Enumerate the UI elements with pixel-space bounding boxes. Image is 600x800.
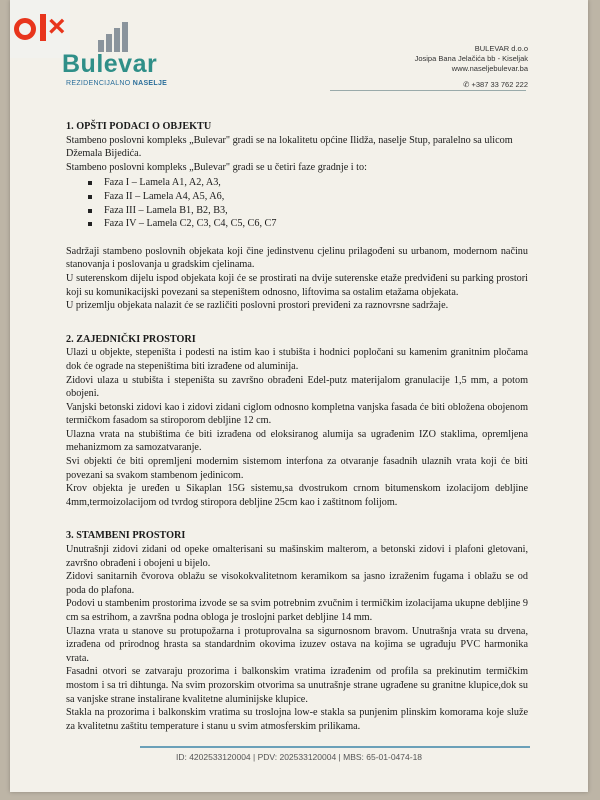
section-2-paragraph: Krov objekta je uređen u Sikaplan 15G sistemu,sa dvostrukom crnom bitumenskom izolacijom debljine 4mm,termoizolacijom od tvrdog stiropora debljine 25cm kao i zaštitnom folijom. xyxy=(66,483,528,508)
header-divider xyxy=(330,90,526,91)
footer-divider xyxy=(140,746,530,748)
olx-logo-l xyxy=(40,14,46,41)
company-phone: ✆ +387 33 762 222 xyxy=(463,80,528,89)
company-info xyxy=(415,44,528,74)
section-1-heading: 1. OPŠTI PODACI O OBJEKTU xyxy=(66,121,212,132)
list-item: Faza III – Lamela B1, B2, B3, xyxy=(88,204,528,218)
company-web: www.naseljebulevar.ba xyxy=(451,64,528,73)
section-3-paragraph: Unutrašnji zidovi zidani od opeke omalterisani su mašinskim malterom, a betonski zidovi i plafoni gletovani, završno obrađeni i obojeni u bijelo. xyxy=(66,544,528,569)
footer-registration: ID: 4202533120004 | PDV: 202533120004 | MBS: 65-01-0474-18 xyxy=(175,752,423,762)
olx-watermark xyxy=(10,0,70,58)
section-1-intro-2: Stambeno poslovni kompleks „Bulevar" gradi se u četiri faze gradnje i to: xyxy=(66,161,367,173)
section-3-paragraph: Fasadni otvori se zatvaraju prozorima i balkonskim vratima izrađenim od profila sa prekinutim termičkim mostom i sa tri dihtunga. Na svim prozorskim otvorima sa unutrašnje strane ugrađene su granitne klupice,dok su sa vanjske strane instalirane kvalitetne aluminijske klupice. xyxy=(66,666,528,705)
logo-subtitle: REZIDENCIJALNO NASELJE xyxy=(66,80,168,87)
section-3-heading: 3. STAMBENI PROSTORI xyxy=(66,530,186,542)
olx-logo-x: × xyxy=(48,10,66,43)
section-2-paragraph: Ulazi u objekte, stepeništa i podesti na istim kao i stubišta i hodnici popločani su kamenim granitnim pločama dok će ograde na stepeništima biti izrađene od aluminija. xyxy=(66,347,528,372)
olx-logo-o xyxy=(14,18,36,40)
building-icon xyxy=(96,22,136,52)
section-2-paragraph: Zidovi ulaza u stubišta i stepeništa su završno obrađeni Edel-putz materijalom granulacije 1,5 mm, a potom obojeni. xyxy=(66,374,528,400)
section-2-heading: 2. ZAJEDNIČKI PROSTORI xyxy=(66,333,196,345)
document-body xyxy=(66,120,528,733)
document-page xyxy=(10,0,588,792)
company-name: BULEVAR d.o.o xyxy=(474,44,528,53)
phone-icon: ✆ xyxy=(463,80,472,89)
section-2-paragraph: Vanjski betonski zidovi kao i zidovi zidani ciglom odnosno kompletna vanjska fasada će biti obložena obojenom termičkom fasadom sa stiroporom debljine 12 cm. xyxy=(66,401,528,427)
section-3-paragraph: Podovi u stambenim prostorima izvode se sa svim potrebnim zvučnim i termičkim izolacijama ukupne debljine 9 cm sa estrihom, a završna podna obloga je troslojni parket debljine 14 mm. xyxy=(66,598,528,623)
list-item: Faza IV – Lamela C2, C3, C4, C5, C6, C7 xyxy=(88,217,528,231)
section-3-paragraph: Zidovi sanitarnih čvorova oblažu se visokokvalitetnom keramikom sa jasno izraženim fugama i oblažu se od poda do plafona. xyxy=(66,571,528,596)
logo-name: Bulevar xyxy=(62,50,158,78)
section-1-paragraph: U prizemlju objekata nalazit će se različiti poslovni prostori previđeni za raznovrsne sadržaje. xyxy=(66,300,449,312)
section-2-paragraph: Svi objekti će biti opremljeni modernim sistemom interfona za otvaranje fasadnih ulaznih vrata koji će biti povezani sa svakom stambenom jedinicom. xyxy=(66,456,528,481)
section-3-paragraph: Stakla na prozorima i balkonskim vratima su troslojna low-e stakla sa punjenim plinskim komorama koje služe za kvalitetnu zaštitu temperature i stanu u svim atmosferskim prilikama. xyxy=(66,707,528,732)
phase-list xyxy=(66,176,528,230)
section-2-paragraph: Ulazna vrata na stubištima će biti izrađena od eloksiranog alumija sa ugrađenim IZO staklima, opremljena mehanizmom za samozatvaranje. xyxy=(66,428,528,454)
section-1-intro-1: Stambeno poslovni kompleks „Bulevar" gradi se na lokalitetu općine Ilidža, naselje Stup, paralelno sa ulicom Džemala Bijedića. xyxy=(66,134,513,160)
company-address: Josipa Bana Jelačića bb - Kiseljak xyxy=(414,54,528,63)
list-item: Faza II – Lamela A4, A5, A6, xyxy=(88,190,528,204)
list-item: Faza I – Lamela A1, A2, A3, xyxy=(88,176,528,190)
section-3-paragraph: Ulazna vrata u stanove su protupožarna i protuprovalna sa sigurnosnom bravom. Unutrašnja vrata su drvena, izrađena od prirodnog hrasta sa standardnim okovima izuzev ostava na kojima se ugrađuju PVC harmonika vrata. xyxy=(66,625,528,664)
section-1-paragraph: U suterenskom dijelu ispod objekata koji će se prostirati na dvije suterenske etaže predviđeni su parking prostori koji su komunikacijski povezani sa stepeništem odnosno, liftovima sa ostalim etažama objekata. xyxy=(66,272,528,298)
section-1-paragraph: Sadržaji stambeno poslovnih objekata koji čine jedinstvenu cjelinu prilagođeni su urbanom, modernom načinu stanovanja i poslovanja u gradskim cjelinama. xyxy=(66,245,528,271)
bulevar-logo xyxy=(62,22,172,92)
